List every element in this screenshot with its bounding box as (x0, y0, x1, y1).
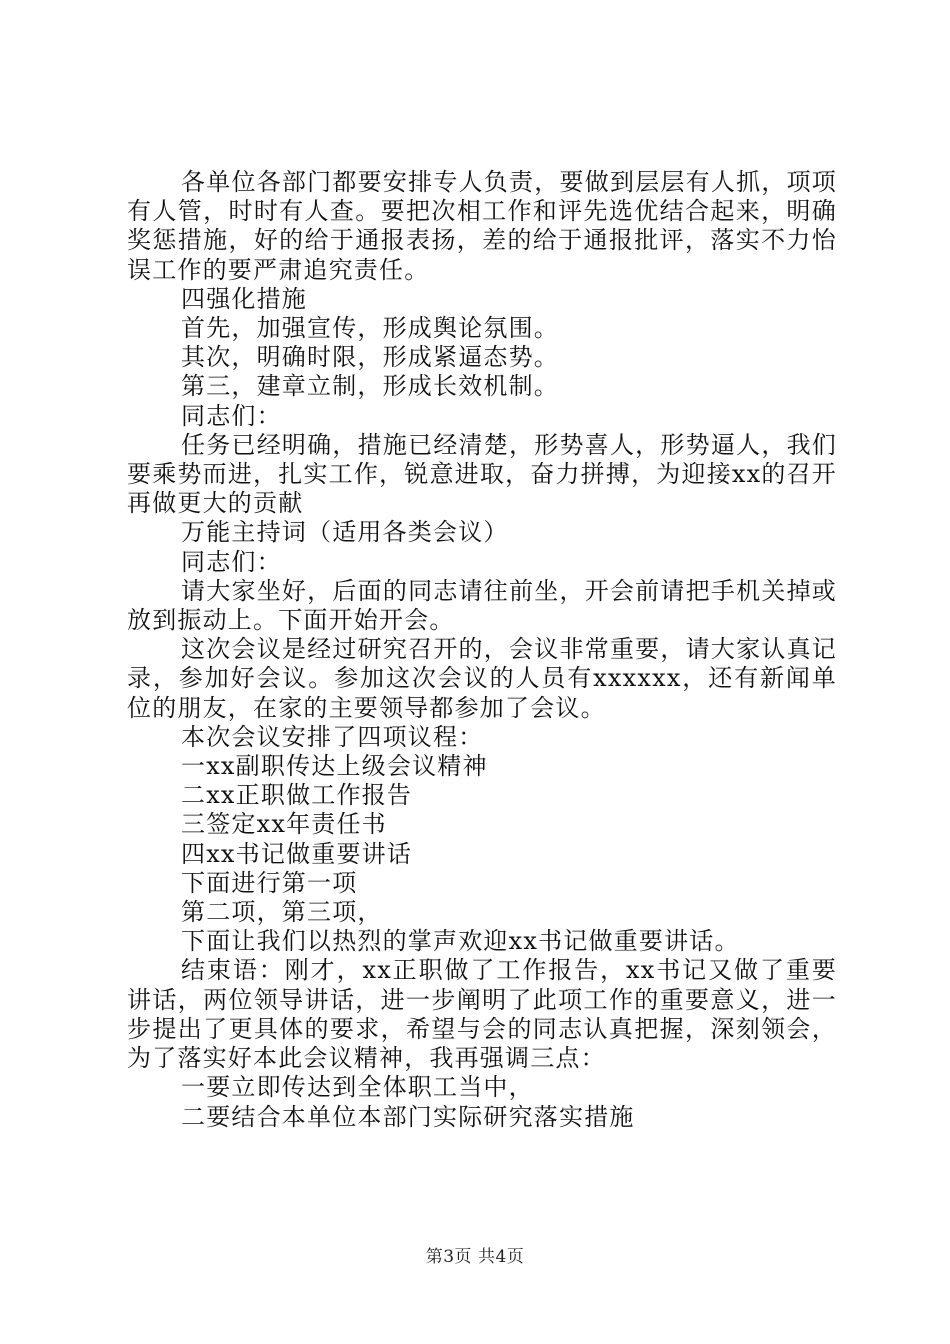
paragraph: 下面让我们以热烈的掌声欢迎xx书记做重要讲话。 (181, 927, 740, 956)
paragraph: 本次会议安排了四项议程： (181, 722, 484, 751)
paragraph: 任务已经明确，措施已经清楚，形势喜人，形势逼人，我们要乘势而进，扎实工作，锐意进取，奋力拼搏，为迎接xx的召开再做更大的贡献 (127, 430, 837, 518)
salutation: 同志们： (181, 547, 282, 576)
paragraph: 其次，明确时限，形成紧逼态势。 (181, 343, 559, 372)
paragraph: 各单位各部门都要安排专人负责，要做到层层有人抓，项项有人管，时时有人查。要把次相工作和评先选优结合起来，明确奖惩措施，好的给于通报表扬，差的给于通报批评，落实不力怡误工作的要严肃追究责任。 (127, 168, 837, 284)
paragraph: 结束语：刚才，xx正职做了工作报告，xx书记又做了重要讲话，两位领导讲话，进一步阐明了此项工作的重要意义，进一步提出了更具体的要求，希望与会的同志认真把握，深刻领会，为了落实好本此会议精神，我再强调三点： (127, 956, 837, 1073)
section-heading: 四强化措施 (181, 284, 307, 313)
agenda-item: 四xx书记做重要讲话 (181, 839, 413, 868)
paragraph: 第三，建章立制，形成长效机制。 (181, 372, 559, 401)
paragraph: 第二项，第三项， (181, 898, 383, 927)
document-body (127, 168, 837, 1132)
paragraph: 首先，加强宣传，形成舆论氛围。 (181, 314, 559, 343)
paragraph: 下面进行第一项 (181, 868, 358, 897)
agenda-item: 一xx副职传达上级会议精神 (181, 752, 488, 781)
agenda-item: 三签定xx年责任书 (181, 810, 387, 839)
paragraph: 这次会议是经过研究召开的，会议非常重要，请大家认真记录，参加好会议。参加这次会议的人员有xxxxxx，还有新闻单位的朋友，在家的主要领导都参加了会议。 (127, 635, 837, 722)
section-heading: 万能主持词（适用各类会议） (181, 518, 509, 547)
paragraph: 请大家坐好，后面的同志请往前坐，开会前请把手机关掉或放到振动上。下面开始开会。 (127, 576, 837, 635)
agenda-item: 二xx正职做工作报告 (181, 781, 413, 810)
list-item: 一要立即传达到全体职工当中， (181, 1073, 534, 1102)
salutation: 同志们： (181, 401, 282, 430)
list-item: 二要结合本单位本部门实际研究落实措施 (181, 1102, 635, 1131)
page-number: 第3页 共4页 (425, 1247, 525, 1267)
